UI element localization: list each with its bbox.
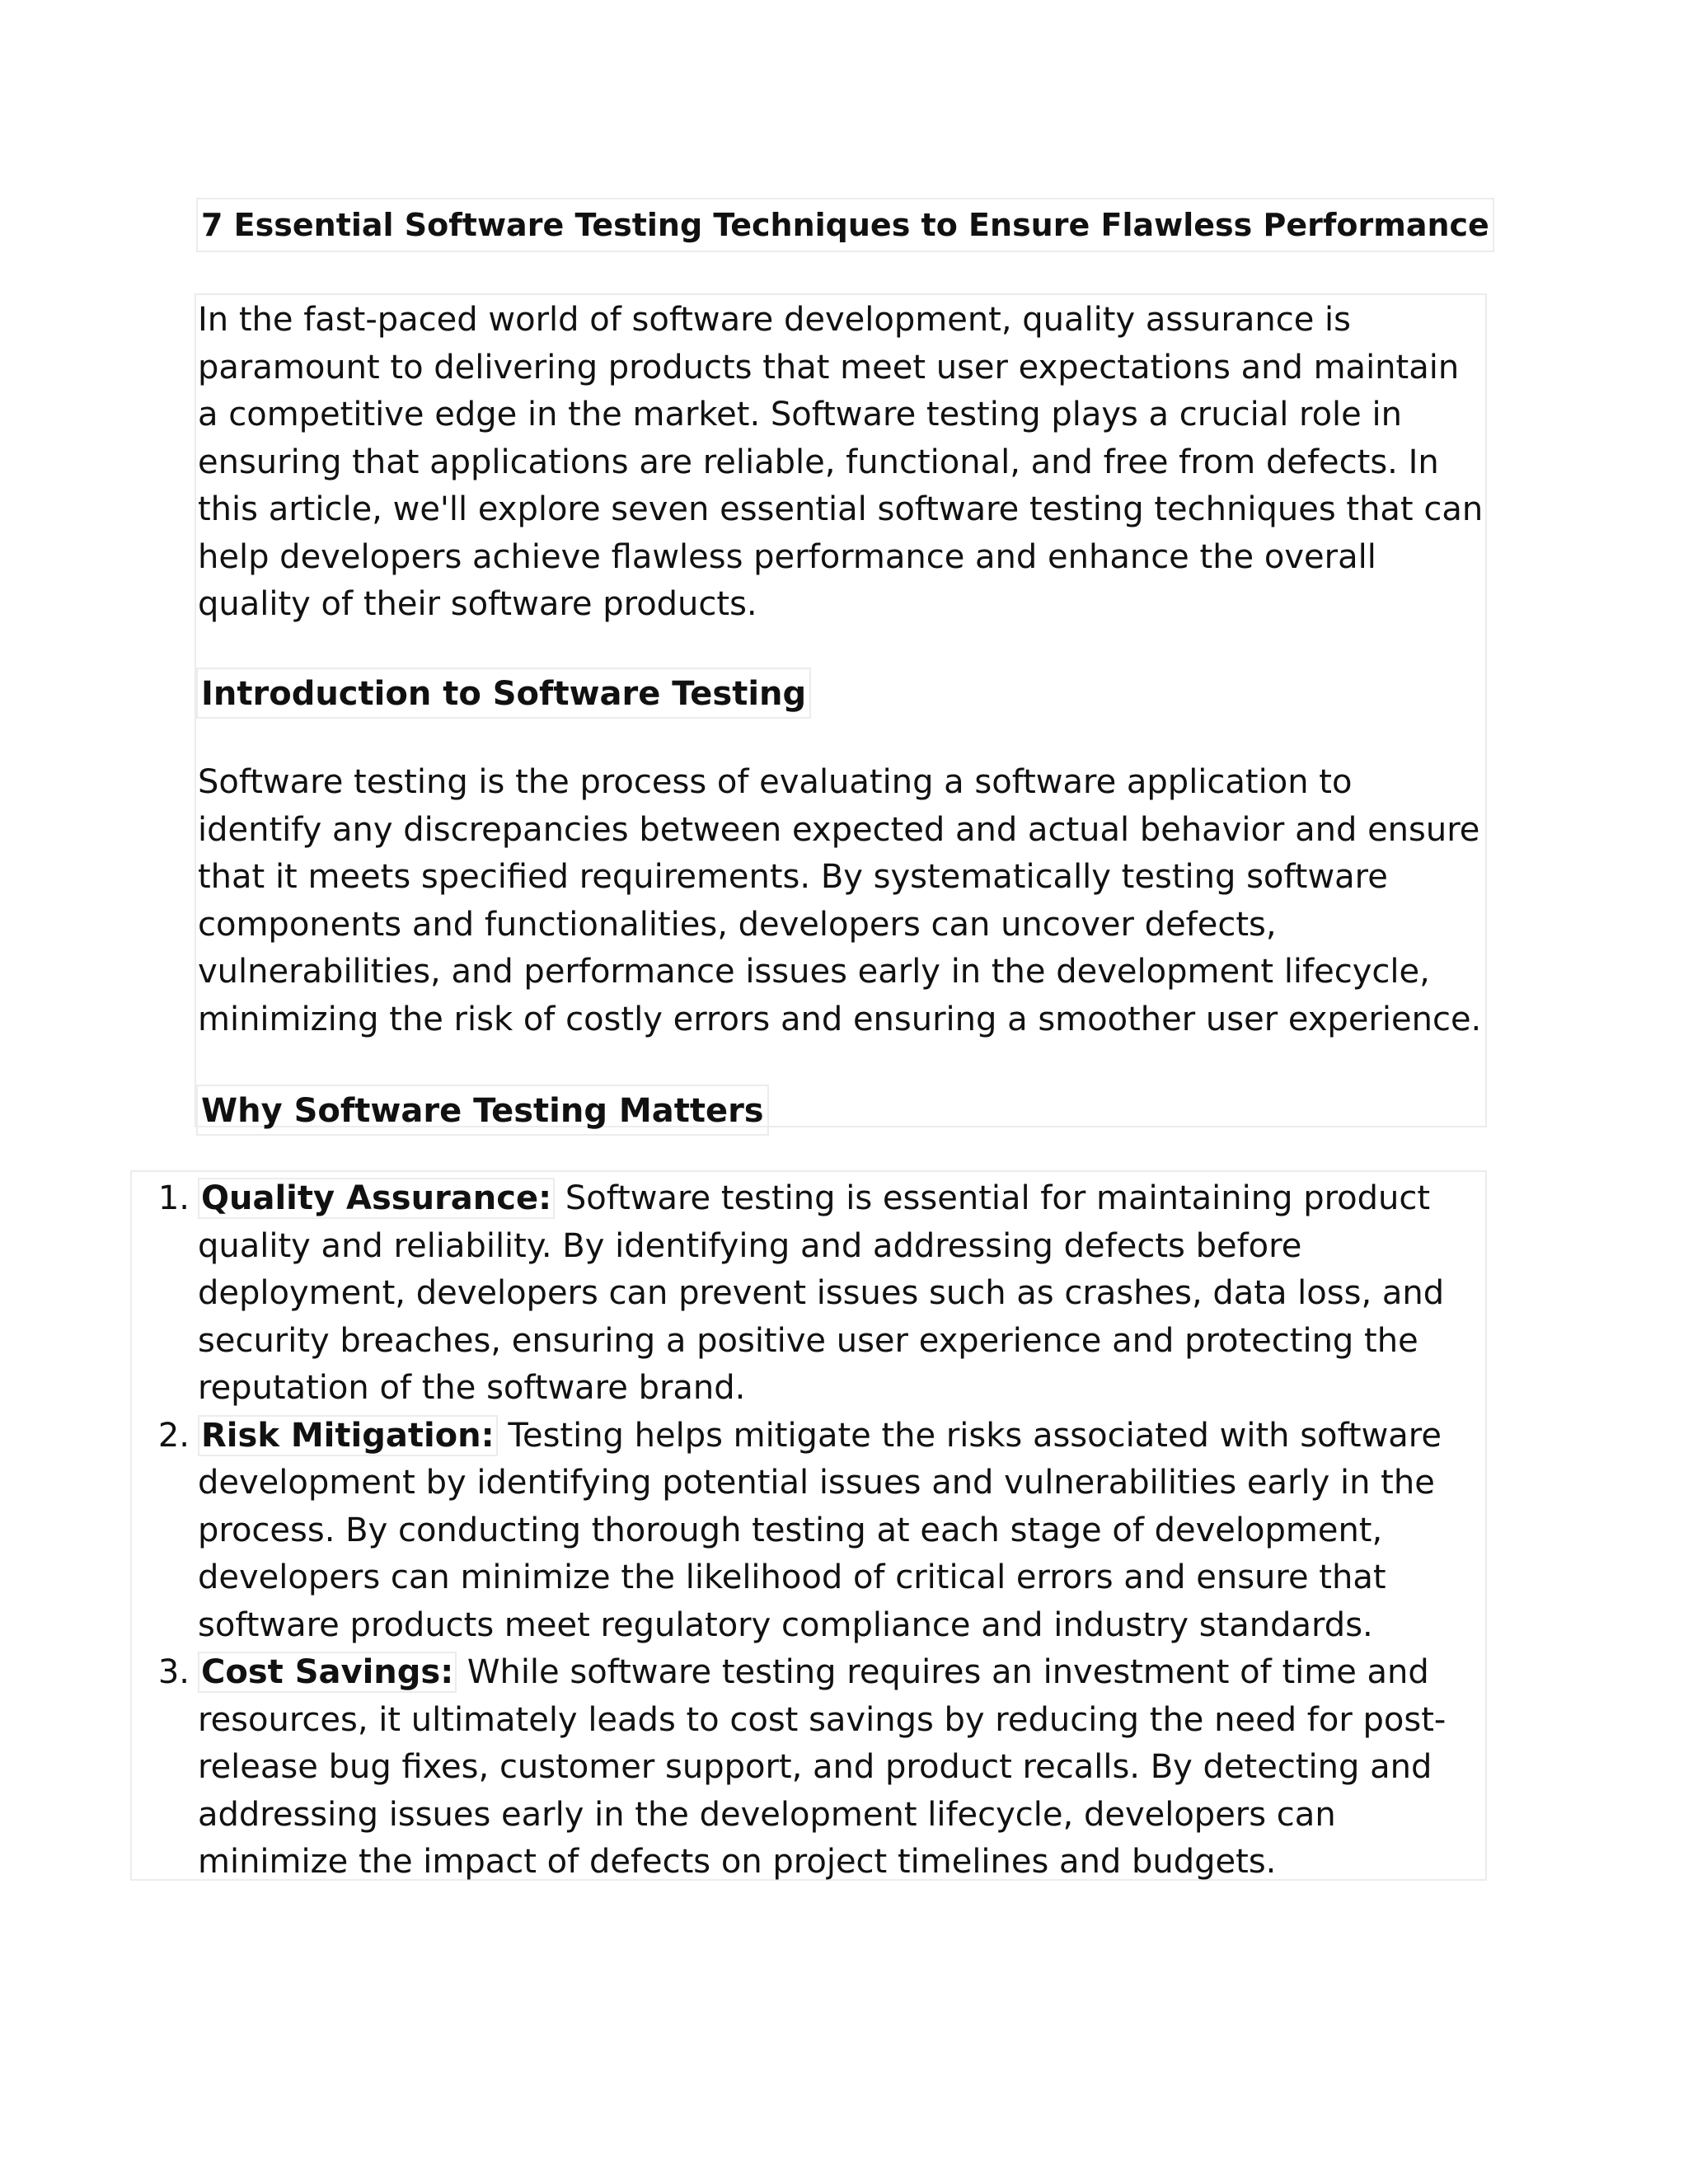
list-item xyxy=(132,1175,1484,1413)
introduction-paragraph: Software testing is the process of evaluating a software application to identify any discrepancies between expected and actual behavior and ensure that it meets specified requirements. By systematically testing software components and functionalities, developers can uncover defects, vulnerabilities, and performance issues early in the development lifecycle, minimizing the risk of costly errors and ensuring a smoother user experience. xyxy=(198,763,1482,1038)
list-item-lead: Quality Assurance: xyxy=(198,1178,555,1219)
document-title: 7 Essential Software Testing Techniques to Ensure Flawless Performance xyxy=(196,198,1494,252)
list-item-number: 3. xyxy=(157,1653,190,1691)
section-heading-introduction: Introduction to Software Testing xyxy=(196,668,811,719)
intro-paragraph: In the fast-paced world of software development, quality assurance is paramount to delivering products that meet user expectations and maintain a competitive edge in the market. Software testing plays a crucial role in ensuring that applications are reliable, functional, and free from defects. In this article, we'll explore seven essential software testing techniques that can help developers achieve flawless performance and enhance the overall quality of their software products. xyxy=(198,301,1484,623)
list-item-text: Testing helps mitigate the risks associated with software development by identifying potential issues and vulnerabilities early in the process. By conducting thorough testing at each stage of development, developers can minimize the likelihood of critical errors and ensure that software products meet regulatory compliance and industry standards. xyxy=(198,1416,1442,1644)
list-item-lead: Risk Mitigation: xyxy=(198,1415,498,1456)
list-item xyxy=(132,1649,1484,1886)
list-item-number: 2. xyxy=(157,1416,190,1455)
list-item-lead: Cost Savings: xyxy=(198,1652,457,1693)
list-item xyxy=(132,1413,1484,1650)
list-item-text: Software testing is essential for maintaining product quality and reliability. By identifying and addressing defects before deployment, developers can prevent issues such as crashes, data loss, and security breaches, ensuring a positive user experience and protecting the reputation of the software brand. xyxy=(198,1179,1445,1407)
section-heading-why: Why Software Testing Matters xyxy=(196,1085,769,1136)
list-item-text: While software testing requires an investment of time and resources, it ultimately leads to cost savings by reducing the need for post-release bug fixes, customer support, and product recalls. By detecting and addressing issues early in the development lifecycle, developers can minimize the impact of defects on project timelines and budgets. xyxy=(198,1653,1447,1881)
list-item-number: 1. xyxy=(157,1179,190,1217)
why-list xyxy=(132,1175,1484,1886)
